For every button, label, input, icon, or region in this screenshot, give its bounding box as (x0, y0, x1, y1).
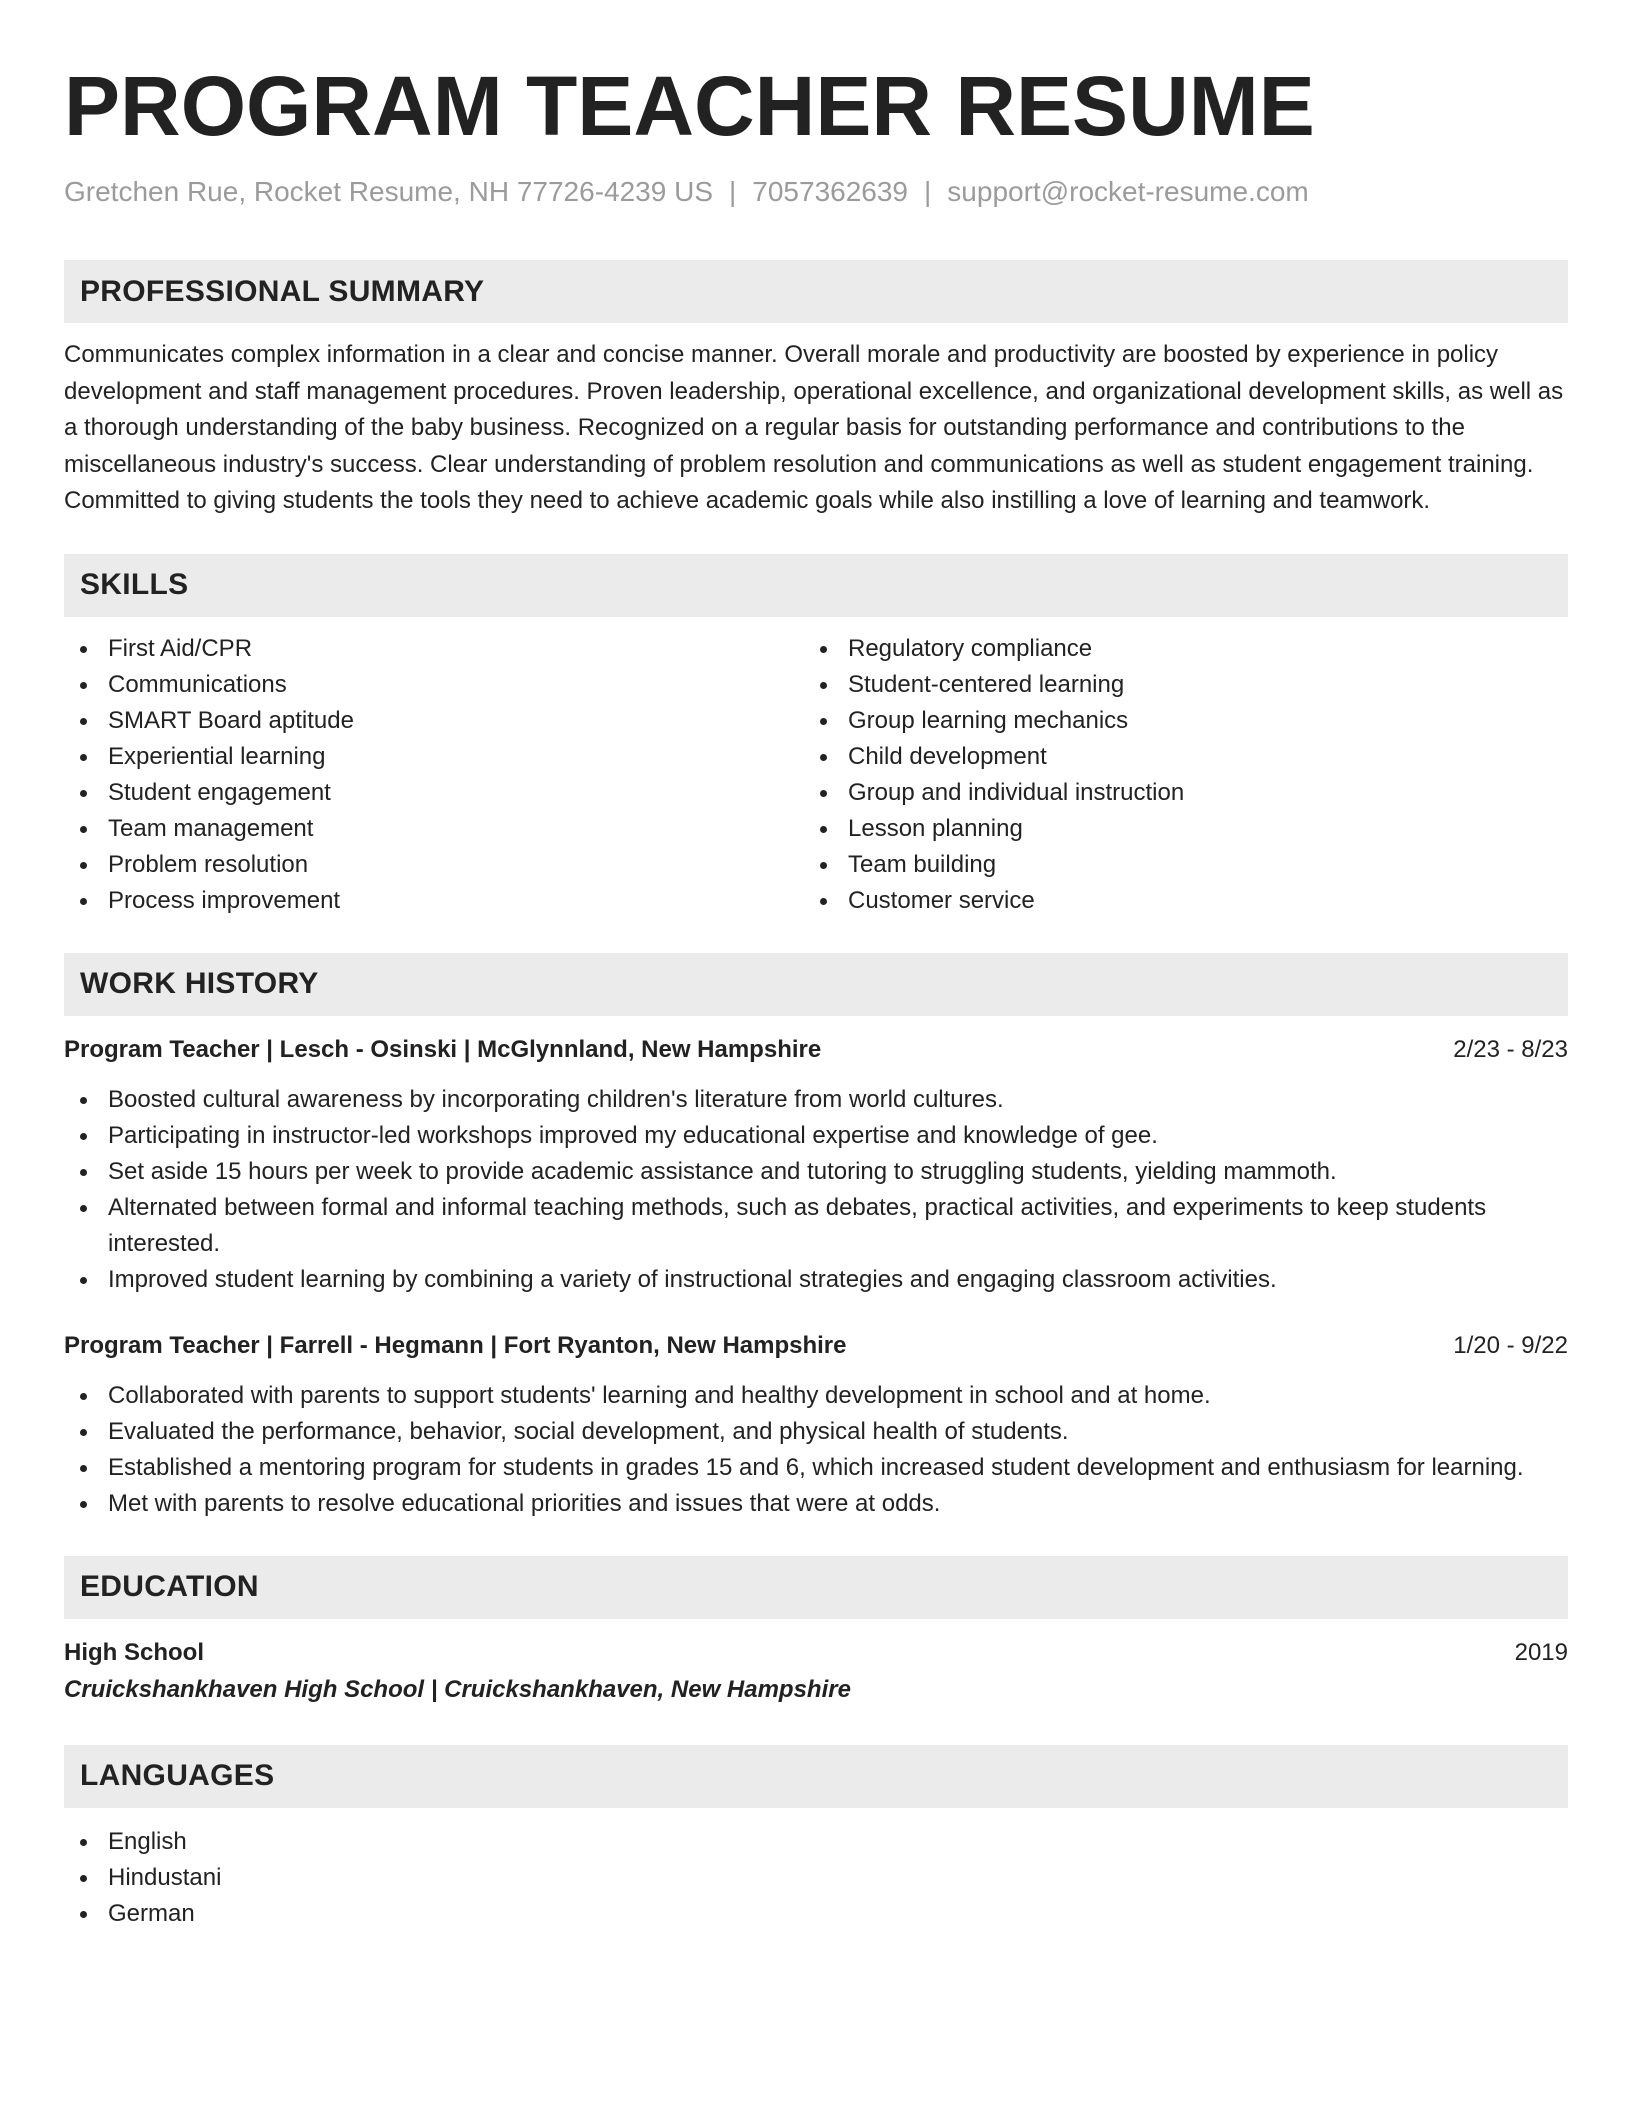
skill-item: Problem resolution (64, 847, 804, 883)
education-degree: High School (64, 1638, 204, 1666)
contact-phone: 7057362639 (752, 176, 909, 207)
resume-title: PROGRAM TEACHER RESUME (64, 59, 1315, 153)
skill-item: Child development (804, 739, 1544, 775)
skill-item: Customer service (804, 883, 1544, 919)
job-bullet: Set aside 15 hours per week to provide academic assistance and tutoring to struggling students, yielding mammoth. (64, 1154, 1568, 1190)
languages-list (64, 1824, 1568, 1932)
section-heading-languages: LANGUAGES (64, 1745, 1568, 1808)
summary-section (64, 260, 1568, 520)
contact-line (64, 174, 1568, 210)
section-heading-education: EDUCATION (64, 1556, 1568, 1619)
contact-name-address: Gretchen Rue, Rocket Resume, NH 77726-4239 US (64, 176, 713, 207)
job-bullet: Evaluated the performance, behavior, social development, and physical health of students. (64, 1414, 1568, 1450)
job-bullet: Collaborated with parents to support students' learning and healthy development in school and at home. (64, 1378, 1568, 1414)
section-heading-work-history: WORK HISTORY (64, 953, 1568, 1016)
contact-email: support@rocket-resume.com (947, 176, 1309, 207)
skills-column-right (804, 631, 1544, 919)
skill-item: Experiential learning (64, 739, 804, 775)
contact-separator: | (729, 176, 737, 207)
job-bullet: Alternated between formal and informal teaching methods, such as debates, practical activities, and experiments to keep students interested. (64, 1190, 1568, 1262)
skill-item: Student-centered learning (804, 667, 1544, 703)
job-dates: 1/20 - 9/22 (1453, 1331, 1568, 1359)
skill-item: Lesson planning (804, 811, 1544, 847)
languages-section (64, 1745, 1568, 1932)
work-history-section (64, 953, 1568, 1522)
language-item: Hindustani (64, 1860, 1568, 1896)
job-dates: 2/23 - 8/23 (1453, 1035, 1568, 1063)
language-item: German (64, 1896, 1568, 1932)
skill-item: SMART Board aptitude (64, 703, 804, 739)
job-entry (64, 1032, 1568, 1298)
skills-section (64, 554, 1568, 919)
section-heading-summary: PROFESSIONAL SUMMARY (64, 260, 1568, 323)
education-school: Cruickshankhaven High School | Cruickshankhaven, New Hampshire (64, 1675, 851, 1703)
education-year: 2019 (1514, 1638, 1568, 1666)
job-bullet: Boosted cultural awareness by incorporating children's literature from world cultures. (64, 1082, 1568, 1118)
job-bullet: Improved student learning by combining a variety of instructional strategies and engaging classroom activities. (64, 1262, 1568, 1298)
skill-item: Group learning mechanics (804, 703, 1544, 739)
education-header (64, 1635, 1568, 1671)
skill-item: Team management (64, 811, 804, 847)
skill-item: Group and individual instruction (804, 775, 1544, 811)
job-bullet: Met with parents to resolve educational priorities and issues that were at odds. (64, 1486, 1568, 1522)
skill-item: Team building (804, 847, 1544, 883)
job-title: Program Teacher | Farrell - Hegmann | Fort Ryanton, New Hampshire (64, 1331, 847, 1359)
job-entry (64, 1328, 1568, 1522)
skills-grid (64, 631, 1568, 919)
contact-separator: | (924, 176, 932, 207)
job-bullet: Participating in instructor-led workshops improved my educational expertise and knowledge of gee. (64, 1118, 1568, 1154)
skill-item: Communications (64, 667, 804, 703)
skill-item: Process improvement (64, 883, 804, 919)
job-bullets (64, 1378, 1568, 1522)
job-header (64, 1328, 1568, 1364)
skill-item: Regulatory compliance (804, 631, 1544, 667)
language-item: English (64, 1824, 1568, 1860)
job-bullet: Established a mentoring program for students in grades 15 and 6, which increased student development and enthusiasm for learning. (64, 1450, 1568, 1486)
skill-item: First Aid/CPR (64, 631, 804, 667)
skills-column-left (64, 631, 804, 919)
skill-item: Student engagement (64, 775, 804, 811)
section-heading-skills: SKILLS (64, 554, 1568, 617)
job-title: Program Teacher | Lesch - Osinski | McGlynnland, New Hampshire (64, 1035, 822, 1063)
job-header (64, 1032, 1568, 1068)
education-entry (64, 1635, 1568, 1709)
job-bullets (64, 1082, 1568, 1298)
education-section (64, 1556, 1568, 1709)
summary-text: Communicates complex information in a clear and concise manner. Overall morale and productivity are boosted by experience in policy development and staff management procedures. Proven leadership, operational excellence, and organizational development skills, as well as a thorough understanding of the baby business. Recognized on a regular basis for outstanding performance and contributions to the miscellaneous industry's success. Clear understanding of problem resolution and communications as well as student engagement training. Committed to giving students the tools they need to achieve academic goals while also instilling a love of learning and teamwork. (64, 341, 1564, 514)
